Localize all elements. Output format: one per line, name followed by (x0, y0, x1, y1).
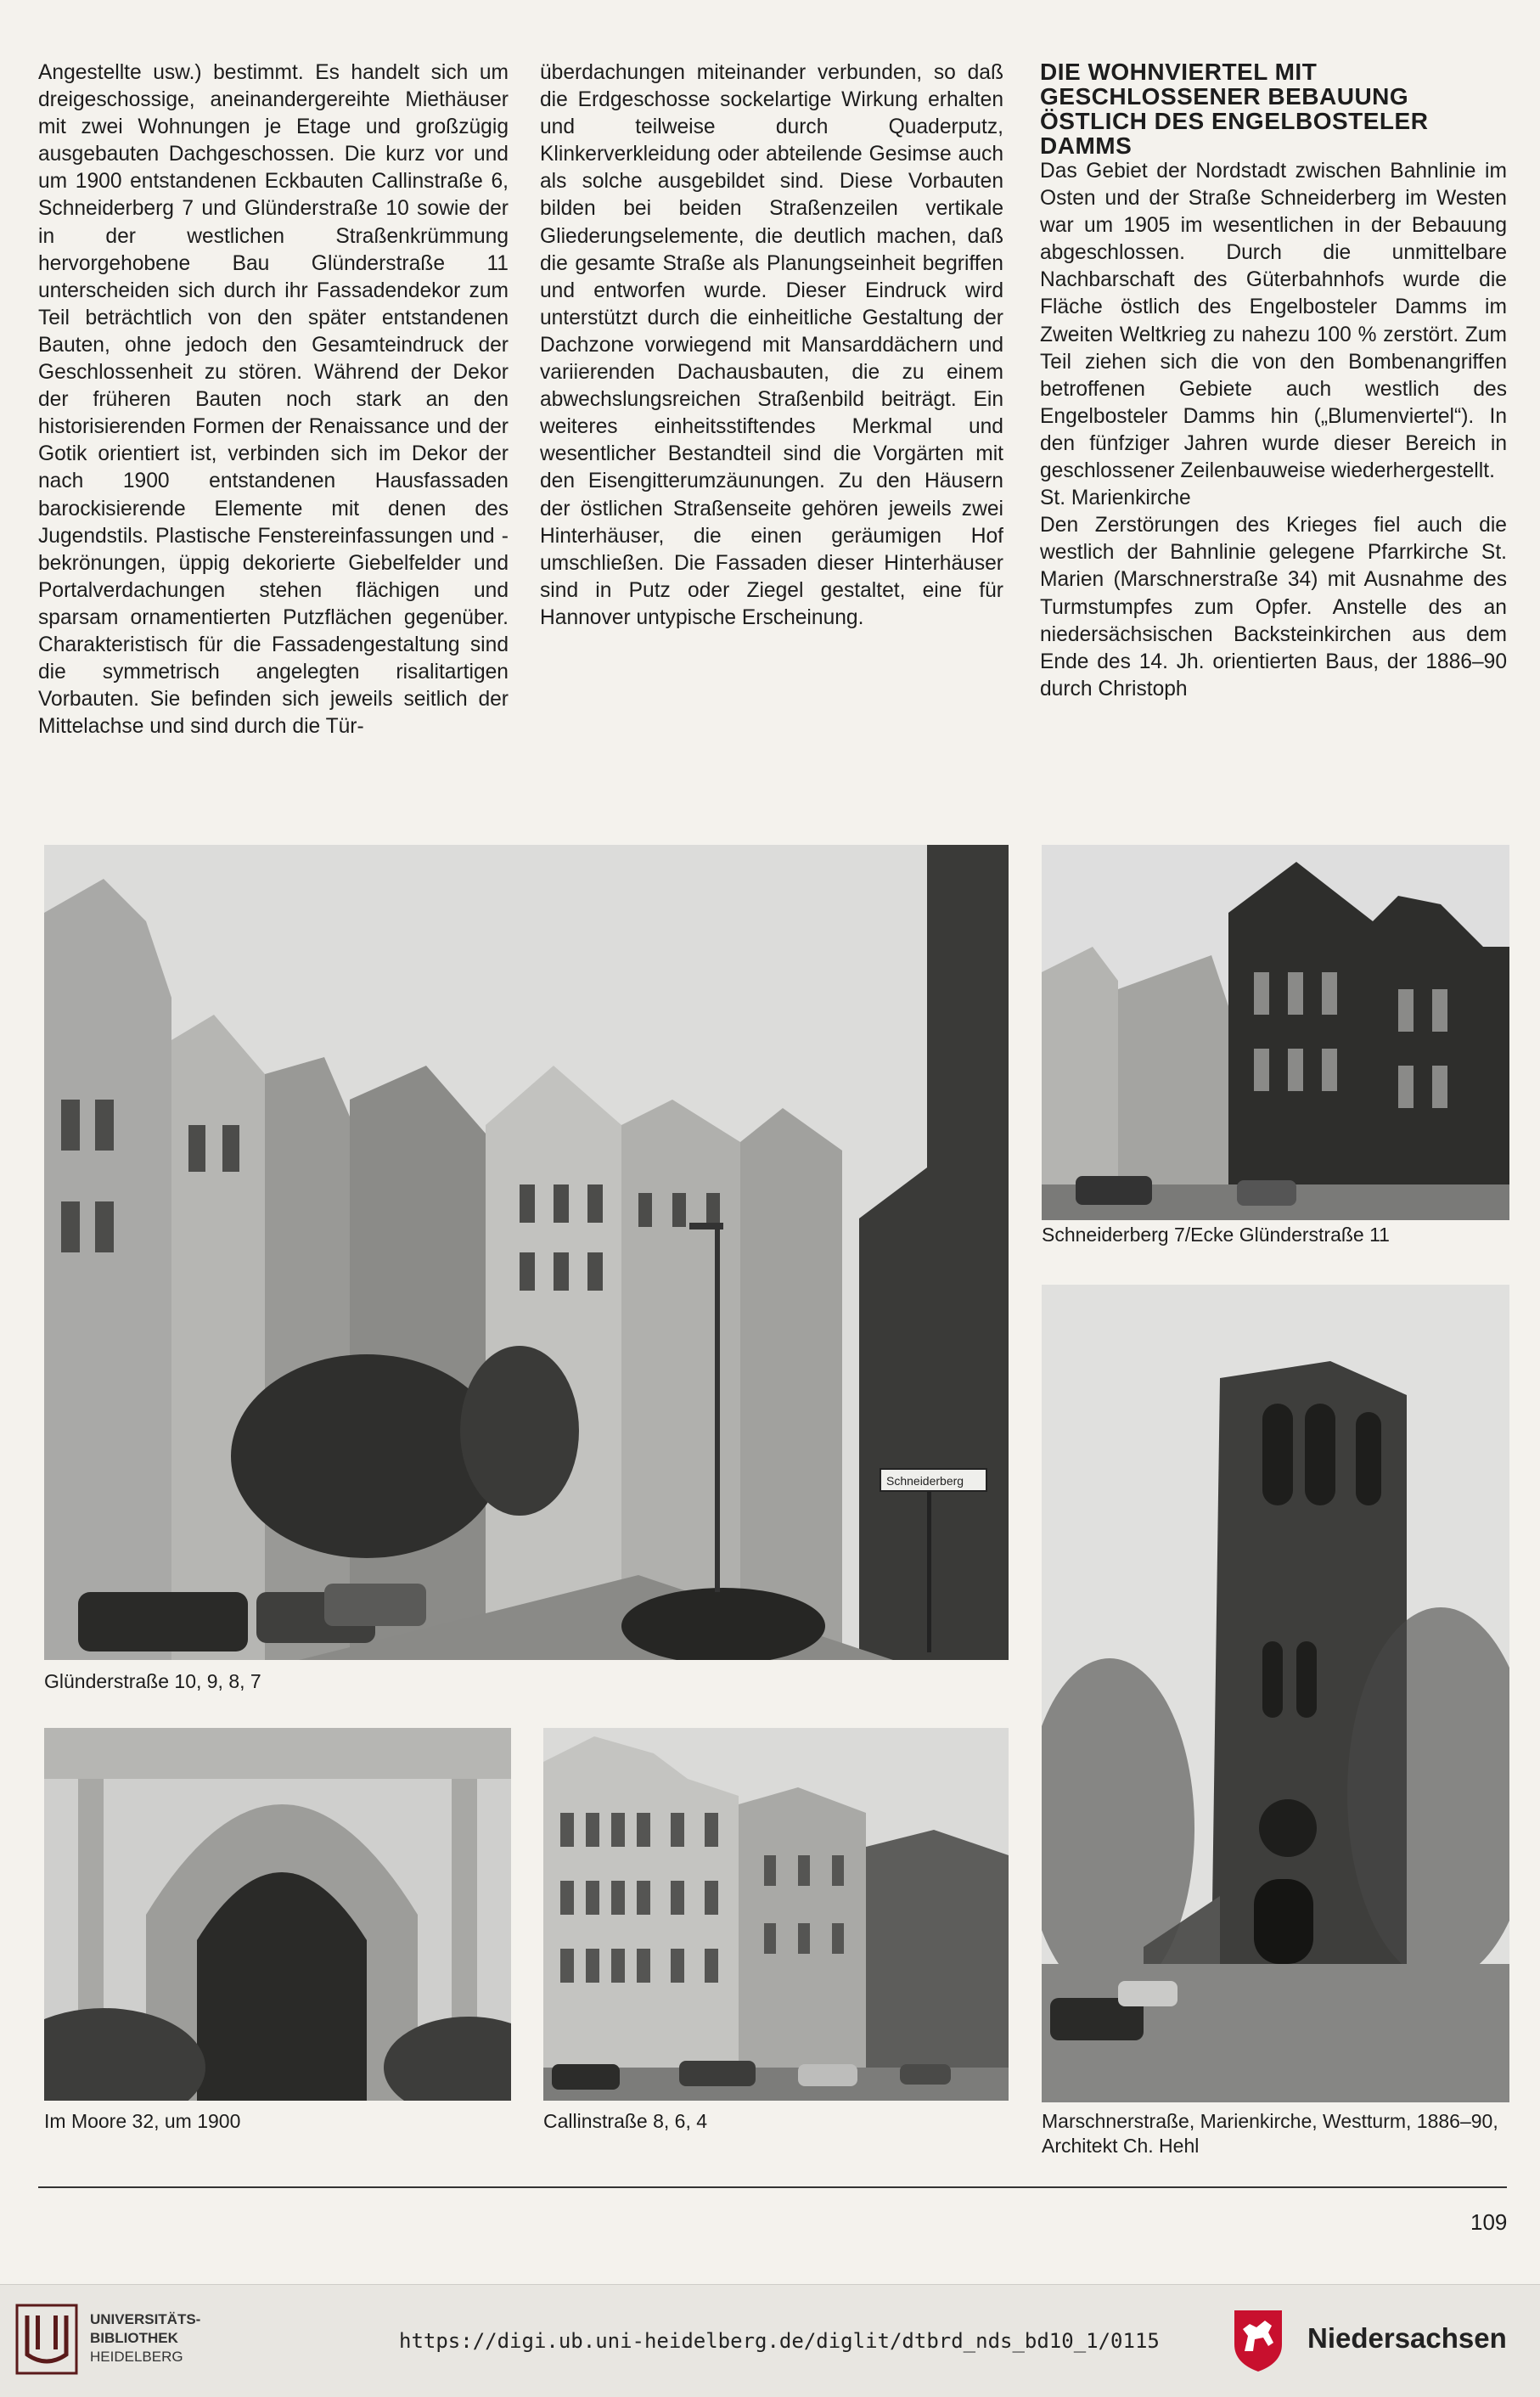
photo-callinstrasse (543, 1728, 1009, 2101)
body-text: Angestellte usw.) bestimmt. Es handelt sich um dreigeschossige, aneinandergereihte Miethäuser mit zwei Wohnungen je Etage und großzügig ausgebauten Dachgeschossen. Die kurz vor und um 1900 entstandenen Eckbauten Callinstraße 6, Schneiderberg 7 und Glünderstraße 10 sowie der in der westlichen Straßenkrümmung hervorgehobene Bau Glünderstraße 11 unterscheiden sich durch ihr Fassadendekor zum Teil beträchtlich von den später entstandenen Bauten, ohne jedoch den Gesamteindruck der Geschlossenheit zu stören. Während der Dekor der früheren Bauten noch stark an den historisierenden Formen der Renaissance und der Gotik orientiert ist, verbinden sich im Dekor der nach 1900 entstandenen Hausfassaden barockisierende Elemente mit denen des Jugendstils. Plastische Fenstereinfassungen und -bekrönungen, üppig dekorierte Giebelfelder und Portalverdachungen stehen flächigen und sparsam ornamentierten Putzflächen gegenüber. Charakteristisch für die Fassadengestaltung sind die symmetrisch angelegten risalitartigen Vorbauten. Sie befinden sich jeweils seitlich der Mittelachse und sind durch die Tür- (38, 61, 509, 739)
university-library-logo[interactable] (15, 2304, 78, 2375)
document-url[interactable]: https://digi.ub.uni-heidelberg.de/diglit/dtbrd_nds_bd10_1/0115 (399, 2329, 1160, 2353)
library-name (90, 2310, 200, 2366)
divider (38, 2186, 1507, 2188)
library-name-line: UNIVERSITÄTS- (90, 2311, 201, 2327)
body-text: Den Zerstörungen des Krieges fiel auch die westlich der Bahnlinie gelegene Pfarrkirche St. Marien (Marschnerstraße 34) mit Ausnahme des Turmstumpfes zum Opfer. Anstelle des an niedersächsischen Backsteinkirchen aus dem Ende des 14. Jh. orientierten Baus, der 1886–90 durch Christoph (1040, 514, 1507, 701)
photo-caption: Schneiderberg 7/Ecke Glünderstraße 11 (1042, 1224, 1390, 1246)
photo-caption: Marschnerstraße, Marienkirche, Westturm, 1886–90, Architekt Ch. Hehl (1042, 2110, 1498, 2157)
photo-gluenderstrasse (44, 845, 1009, 1660)
subsection-heading: St. Marienkirche (1040, 487, 1191, 510)
photo-caption: Im Moore 32, um 1900 (44, 2110, 241, 2132)
library-name-line: BIBLIOTHEK (90, 2330, 178, 2346)
body-text: Das Gebiet der Nordstadt zwischen Bahnlinie im Osten und der Straße Schneiderberg im Westen war um 1905 im wesentlichen in der Bebauung abgeschlossen. Durch die unmittelbare Nachbarschaft des Güterbahnhofs wurde die Fläche östlich des Engelbosteler Damms im Zweiten Weltkrieg zu nahezu 100 % zerstört. Zum Teil ziehen sich die von den Bombenangriffen betroffenen Gebiete auch westlich des Engelbosteler Damms hin („Blumenviertel“). In den fünfziger Jahren wurde dieser Bereich in geschlossener Zeilenbauweise wiederhergestellt. (1040, 160, 1507, 483)
photo-caption: Glünderstraße 10, 9, 8, 7 (44, 1670, 261, 1692)
page-number: 109 (1470, 2209, 1508, 2235)
street-sign: Schneiderberg (886, 1474, 964, 1488)
photo-caption: Callinstraße 8, 6, 4 (543, 2110, 708, 2132)
photo-marienkirche (1042, 1285, 1509, 2102)
library-name-line: HEIDELBERG (90, 2349, 183, 2365)
niedersachsen-crest-icon (1231, 2307, 1285, 2373)
photo-schneiderberg (1042, 845, 1509, 1220)
body-text: überdachungen miteinander verbunden, so daß die Erdgeschosse sockelartige Wirkung erhalten und teilweise durch Quaderputz, Klinkerverkleidung oder abteilende Gesimse auch als solche ausgebildet sind. Diese Vorbauten bilden bei beiden Straßenzeilen vertikale Gliederungselemente, die deutlich machen, daß die gesamte Straße als Planungseinheit begriffen und entworfen wurde. Dieser Eindruck wird unterstützt durch die einheitliche Gestaltung der Dachzone vorwiegend mit Mansarddächern und variierenden Dachausbauten, die zu einem abwechslungsreichen Straßenbild beiträgt. Ein weiteres einheitsstiftendes Merkmal und wesentlicher Bestandteil sind die Vorgärten mit den Eisengitterumzäunungen. Zu den Häusern der östlichen Straßenseite gehören jeweils zwei Hinterhäuser, die einen geräumigen Hof umschließen. Die Fassaden dieser Hinterhäuser sind in Putz oder Ziegel gestaltet, eine für Hannover untypische Erscheinung. (540, 61, 1003, 629)
text-column-1 (38, 59, 509, 740)
state-name: Niedersachsen (1307, 2322, 1507, 2354)
text-column-2 (540, 59, 1003, 632)
viewer-footer (0, 2284, 1540, 2397)
section-heading: DIE WOHNVIERTEL MIT GESCHLOSSENER BEBAUUNG ÖSTLICH DES ENGELBOSTELER DAMMS (1040, 59, 1429, 159)
text-column-3 (1040, 59, 1507, 703)
photo-im-moore (44, 1728, 511, 2101)
